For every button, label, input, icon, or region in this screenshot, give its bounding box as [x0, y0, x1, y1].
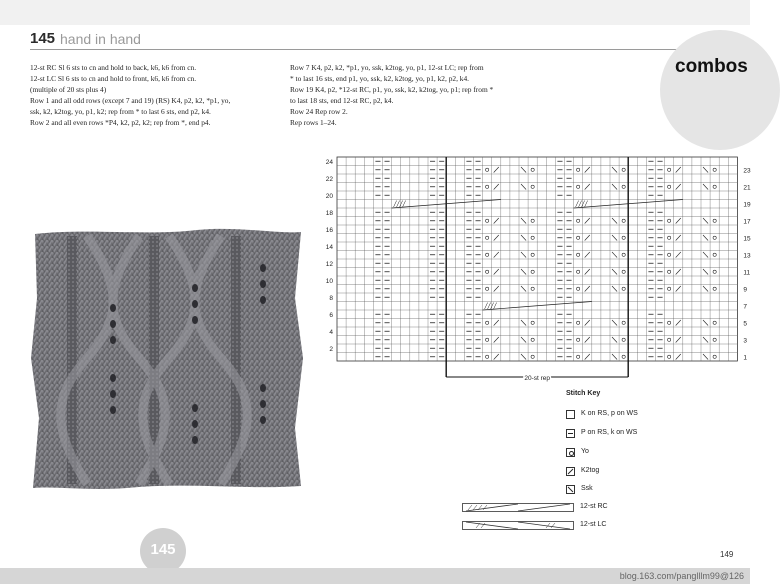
knit-swatch-photo — [27, 228, 307, 490]
row-label-right: 5 — [743, 320, 748, 328]
row-label-right: 9 — [743, 286, 748, 294]
row-label-right: 15 — [743, 235, 751, 243]
row-label-left: 22 — [325, 176, 333, 184]
stitch-key-heading: Stitch Key — [566, 390, 601, 397]
knitting-chart — [318, 152, 751, 392]
key-label-12st-lc: 12-st LC — [580, 521, 607, 528]
row-label-left: 14 — [325, 244, 333, 252]
instruction-line: Row 2 and all even rows *P4, k2, p2, k2; rep from *, end p4. — [30, 118, 211, 127]
row-label-right: 3 — [743, 337, 748, 345]
instruction-line: * to last 16 sts, end p1, yo, ssk, k2, k2tog, yo, p1, k2, p2, k4. — [290, 74, 470, 83]
instruction-line: to last 18 sts, end 12-st RC, p2, k4. — [290, 96, 394, 105]
key-label-yo: Yo — [581, 448, 589, 455]
watermark-text: blog.163.com/panglllm99@126 — [619, 571, 744, 581]
instruction-line: Row 1 and all odd rows (except 7 and 19) (RS) K4, p2, k2, *p1, yo, — [30, 96, 231, 105]
instruction-line: Rep rows 1–24. — [290, 118, 337, 127]
section-tab-disc — [660, 30, 780, 150]
row-label-left: 6 — [329, 312, 333, 320]
key-label-knit: K on RS, p on WS — [581, 410, 638, 417]
top-strip — [0, 0, 750, 25]
circle-square-icon — [566, 448, 575, 457]
instruction-line: Row 19 K4, p2, *12-st RC, p1, yo, ssk, k2, k2tog, yo, p1; rep from * — [290, 85, 494, 94]
row-label-left: 10 — [325, 278, 333, 286]
book-title: hand in hand — [60, 31, 141, 47]
instructions-left — [30, 62, 230, 128]
row-label-left: 18 — [325, 210, 333, 218]
instruction-line: ssk, k2, k2tog, yo, p1, k2; rep from * to last 6 sts, end p2, k4. — [30, 107, 211, 116]
key-label-ssk: Ssk — [581, 485, 593, 492]
row-label-right: 19 — [743, 201, 751, 209]
instruction-line: (multiple of 20 sts plus 4) — [30, 85, 107, 94]
row-label-right: 17 — [743, 218, 751, 226]
page-number: 149 — [720, 550, 734, 559]
instruction-line: Row 24 Rep row 2. — [290, 107, 348, 116]
row-label-right: 21 — [743, 184, 751, 192]
instruction-line: Row 7 K4, p2, k2, *p1, yo, ssk, k2tog, yo, p1, 12-st LC; rep from — [290, 63, 484, 72]
row-label-left: 20 — [325, 193, 333, 201]
row-label-right: 7 — [743, 303, 748, 311]
header-rule — [30, 49, 750, 50]
instruction-line: 12-st RC Sl 6 sts to cn and hold to back, k6, k6 from cn. — [30, 63, 197, 72]
row-label-left: 4 — [329, 329, 333, 337]
key-label-12st-rc: 12-st RC — [580, 503, 608, 510]
page-circle-number: 145 — [150, 541, 176, 558]
row-label-right: 1 — [743, 354, 748, 362]
row-label-left: 16 — [325, 227, 333, 235]
slash-left-square-icon — [566, 485, 575, 494]
repeat-label: 20-st rep — [524, 375, 551, 382]
section-tab-label: combos — [675, 56, 748, 77]
left-cross-cable-icon — [462, 521, 574, 530]
key-label-purl: P on RS, k on WS — [581, 429, 638, 436]
empty-square-icon — [566, 410, 575, 419]
slash-right-square-icon — [566, 467, 575, 476]
instruction-line: 12-st LC Sl 6 sts to cn and hold to front, k6, k6 from cn. — [30, 74, 197, 83]
row-label-right: 11 — [743, 269, 751, 277]
pattern-number: 145 — [30, 30, 56, 47]
dash-square-icon — [566, 429, 575, 438]
instructions-right — [290, 62, 493, 128]
row-label-right: 13 — [743, 252, 751, 260]
row-label-left: 2 — [329, 346, 333, 354]
row-label-left: 12 — [325, 261, 333, 269]
right-cross-cable-icon — [462, 503, 574, 512]
row-label-left: 8 — [329, 295, 333, 303]
key-label-k2tog: K2tog — [581, 467, 600, 474]
row-label-left: 24 — [325, 159, 333, 167]
row-label-right: 23 — [743, 167, 751, 175]
